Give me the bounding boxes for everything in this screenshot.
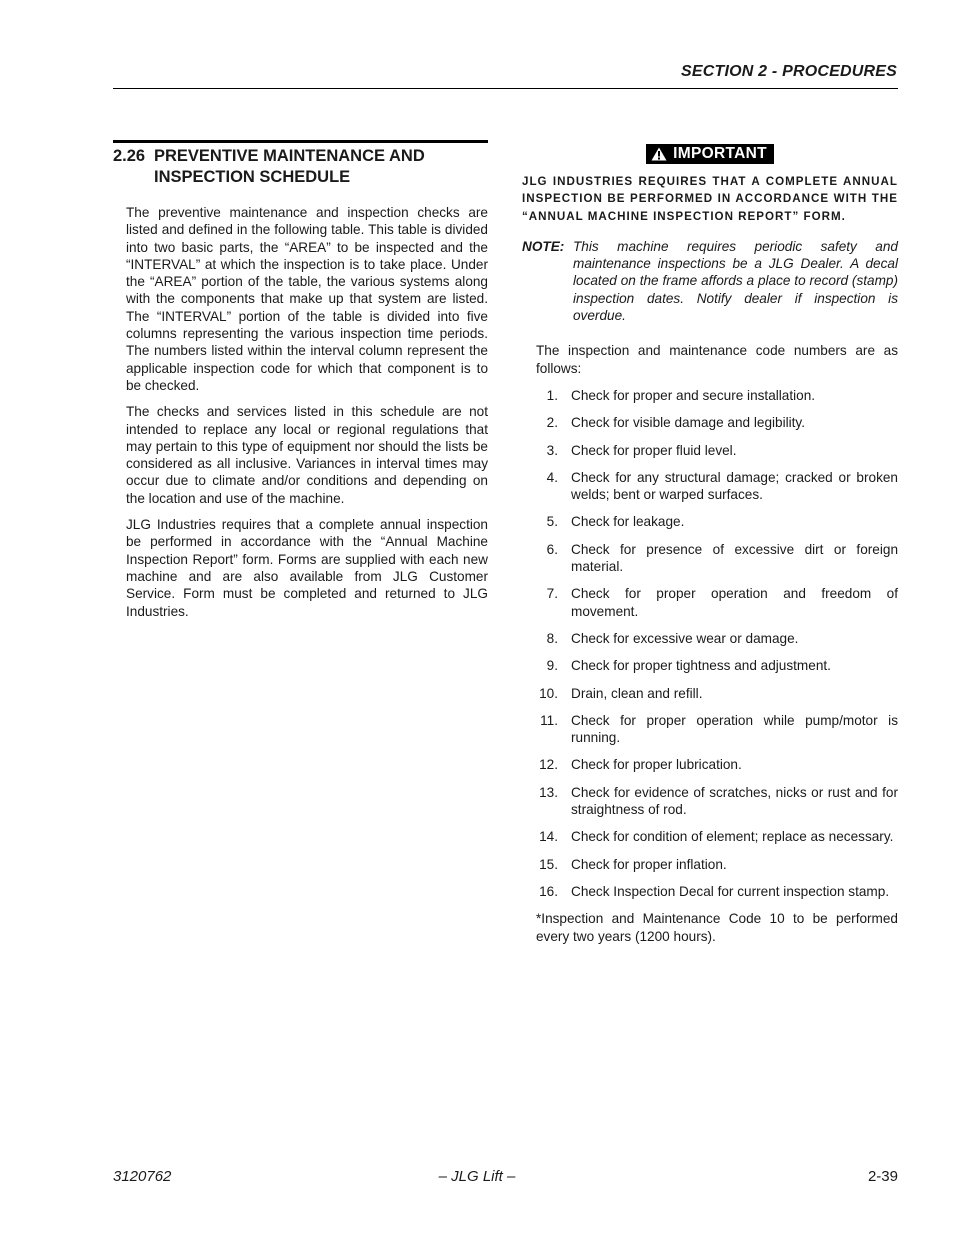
note: [522, 238, 898, 324]
list-item: [522, 828, 898, 845]
code-text: Check for proper inflation.: [571, 856, 727, 872]
code-text: Check for any structural damage; cracked or broken welds; bent or warped surfaces.: [571, 469, 898, 503]
important-label: IMPORTANT: [673, 145, 767, 162]
list-item: [522, 541, 898, 576]
list-item: [522, 685, 898, 702]
list-item: [522, 387, 898, 404]
important-banner: [522, 144, 898, 166]
code-number: 1.: [546, 387, 558, 403]
list-item: [522, 883, 898, 900]
footnote: *Inspection and Maintenance Code 10 to be performed every two years (1200 hours).: [536, 911, 898, 944]
code-number: 4.: [546, 469, 558, 485]
important-label-box: [646, 144, 774, 164]
code-number: 7.: [546, 586, 558, 602]
code-number: 12.: [539, 757, 558, 773]
section-rule: [113, 140, 488, 143]
list-item: [522, 784, 898, 819]
footer-center-label: – JLG Lift –: [438, 1168, 516, 1185]
code-number: 13.: [539, 784, 558, 800]
code-number: 3.: [546, 442, 558, 458]
list-item: [522, 585, 898, 620]
code-text: Check for proper tightness and adjustment.: [571, 658, 831, 674]
code-number: 5.: [546, 514, 558, 530]
list-item: [522, 712, 898, 747]
section-heading: [113, 146, 488, 188]
warning-triangle-icon: [651, 147, 667, 161]
code-text: Check for proper and secure installation.: [571, 387, 816, 403]
code-number: 10.: [539, 685, 558, 701]
code-text: Check for condition of element; replace as necessary.: [571, 829, 894, 845]
footer-page-number: 2-39: [867, 1168, 898, 1185]
note-label: NOTE:: [522, 238, 565, 254]
section-title: PREVENTIVE MAINTENANCE AND INSPECTION SCHEDULE: [154, 147, 425, 186]
code-text: Check for proper operation while pump/motor is running.: [571, 712, 898, 746]
code-number: 8.: [546, 630, 558, 646]
list-item: [522, 469, 898, 504]
important-text: JLG INDUSTRIES REQUIRES THAT A COMPLETE ANNUAL INSPECTION BE PERFORMED IN ACCORDANCE WITH THE “ANNUAL MACHINE INSPECTION REPORT” FORM.: [522, 175, 898, 223]
list-item: [522, 756, 898, 773]
footer-doc-number: 3120762: [113, 1168, 172, 1185]
list-item: [522, 513, 898, 530]
section-number: 2.26: [113, 147, 146, 165]
code-text: Check for leakage.: [571, 514, 685, 530]
code-number: 9.: [546, 658, 558, 674]
code-number: 14.: [539, 829, 558, 845]
code-text: Check for presence of excessive dirt or foreign material.: [571, 541, 898, 575]
code-text: Check for proper fluid level.: [571, 442, 737, 458]
code-number: 2.: [546, 415, 558, 431]
code-text: Check for proper lubrication.: [571, 757, 742, 773]
right-column: [522, 140, 898, 945]
section-header: SECTION 2 - PROCEDURES: [681, 63, 897, 80]
list-item: [522, 657, 898, 674]
list-item: [522, 414, 898, 431]
header-rule: [113, 88, 898, 89]
code-number: 16.: [539, 883, 558, 899]
inspection-code-list: [522, 387, 898, 900]
code-number: 15.: [539, 856, 558, 872]
code-text: Check for visible damage and legibility.: [571, 415, 805, 431]
code-text: Check Inspection Decal for current inspection stamp.: [571, 883, 890, 899]
paragraph: The checks and services listed in this schedule are not intended to replace any local or regional regulations that may pertain to this type of equipment nor should the lists be considered as all inclusive. Variances in interval times may occur due to climate and/or conditions and depending on the location and use of the machine.: [126, 404, 488, 506]
section-body: [126, 204, 488, 620]
paragraph: The preventive maintenance and inspection checks are listed and defined in the following table. This table is divided into two basic parts, the “AREA” to be inspected and the “INTERVAL” at which the inspection is to take place. Under the “AREA” portion of the table, the various systems along with the components that make up that system are listed. The “INTERVAL” portion of the table is divided into five columns representing the various inspection time periods. The numbers listed within the interval column represent the applicable inspection code for which that component is to be checked.: [126, 205, 488, 393]
code-text: Check for excessive wear or damage.: [571, 630, 799, 646]
code-text: Check for proper operation and freedom of movement.: [571, 586, 898, 619]
list-item: [522, 442, 898, 459]
code-text: Drain, clean and refill.: [571, 685, 703, 701]
note-text: This machine requires periodic safety and maintenance inspections be a JLG Dealer. A decal located on the frame affords a place to record (stamp) inspection dates. Notify dealer if inspection is overdue.: [573, 238, 898, 324]
paragraph: JLG Industries requires that a complete annual inspection be performed in accordance with the “Annual Machine Inspection Report” form. Forms are supplied with each new machine and are also available from JLG Customer Service. Form must be completed and returned to JLG Industries.: [126, 517, 488, 619]
code-number: 11.: [540, 712, 558, 728]
left-column: [113, 140, 488, 629]
codes-intro: The inspection and maintenance code numbers are as follows:: [536, 343, 898, 376]
code-text: Check for evidence of scratches, nicks or rust and for straightness of rod.: [571, 784, 898, 818]
list-item: [522, 856, 898, 873]
list-item: [522, 630, 898, 647]
code-number: 6.: [546, 541, 558, 557]
